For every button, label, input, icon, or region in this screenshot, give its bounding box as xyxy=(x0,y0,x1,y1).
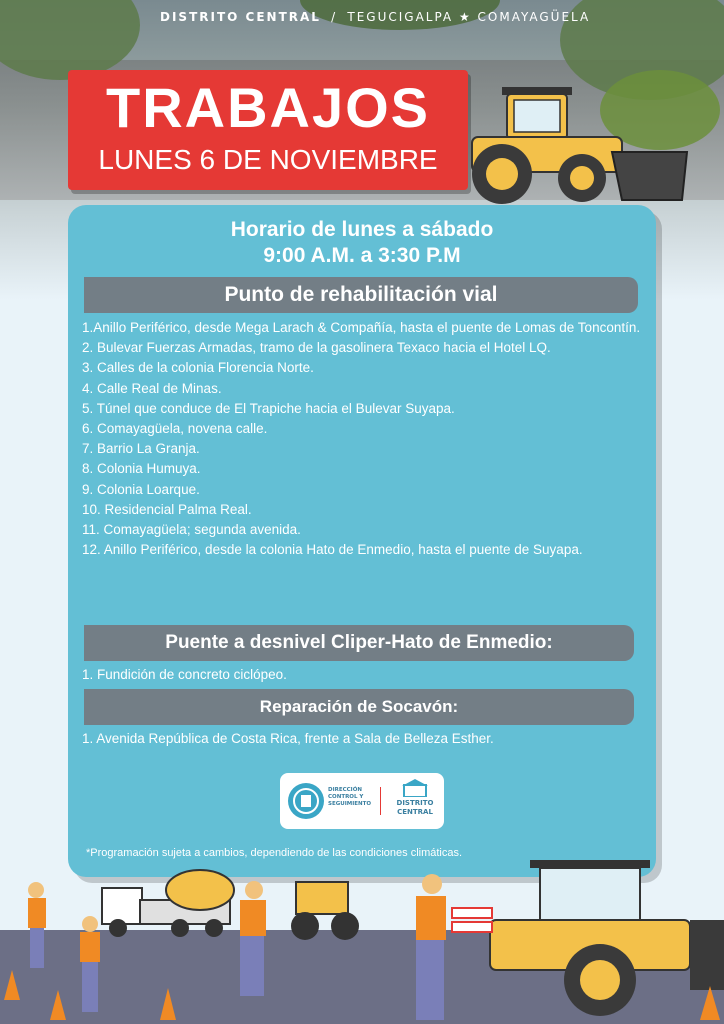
district-building-icon xyxy=(400,779,430,797)
title-date: LUNES 6 DE NOVIEMBRE xyxy=(98,144,438,175)
schedule-days: Horario de lunes a sábado xyxy=(230,218,494,241)
list-item: 3. Calles de la colonia Florencia Norte. xyxy=(82,360,314,376)
logo-divider xyxy=(380,787,381,815)
section-heading-rehabilitation: Punto de rehabilitación vial xyxy=(84,277,638,313)
title-main: TRABAJOS xyxy=(105,76,431,139)
logos-box xyxy=(280,773,444,829)
list-item: 1. Fundición de concreto ciclópeo. xyxy=(82,667,287,682)
schedule xyxy=(68,217,656,269)
info-panel xyxy=(68,205,656,877)
list-item: 11. Comayagüela; segunda avenida. xyxy=(82,522,301,538)
list-item: 1. Avenida República de Costa Rica, frente a Sala de Belleza Esther. xyxy=(82,731,494,746)
cities-label: TEGUCIGALPA ★ COMAYAGÜELA xyxy=(347,10,591,24)
schedule-hours: 9:00 A.M. a 3:30 P.M xyxy=(263,244,461,267)
list-item: 12. Anillo Periférico, desde la colonia Hato de Enmedio, hasta el puente de Suyapa. xyxy=(82,542,583,558)
disclaimer-note: *Programación sujeta a cambios, dependiendo de las condiciones climáticas. xyxy=(86,847,463,859)
road-roller-illustration xyxy=(462,82,692,207)
list-item: 9. Colonia Loarque. xyxy=(82,481,200,497)
list-item: 1.Anillo Periférico, desde Mega Larach & Compañía, hasta el puente de Lomas de Toncontín. xyxy=(82,320,641,335)
header-separator: / xyxy=(331,10,338,24)
list-item: 8. Colonia Humuya. xyxy=(82,461,201,477)
control-seal-icon xyxy=(286,781,326,821)
list-item: 4. Calle Real de Minas. xyxy=(82,380,222,396)
district-logo-text: DISTRITO CENTRAL xyxy=(396,799,434,816)
workers-and-machinery-illustration xyxy=(0,860,724,1024)
list-item: 7. Barrio La Granja. xyxy=(82,441,200,457)
title-box xyxy=(68,70,468,190)
list-item: 10. Residencial Palma Real. xyxy=(82,501,252,517)
list-item: 2. Bulevar Fuerzas Armadas, tramo de la gasolinera Texaco hacia el Hotel LQ. xyxy=(82,340,551,356)
list-item: 5. Túnel que conduce de El Trapiche hacia el Bulevar Suyapa. xyxy=(82,400,455,416)
bridge-list xyxy=(82,665,642,685)
control-logo-text: DIRECCIÓN CONTROL Y SEGUIMIENTO xyxy=(328,787,372,807)
rehabilitation-list xyxy=(82,318,642,560)
district-label: DISTRITO CENTRAL xyxy=(160,10,321,24)
section-heading-bridge: Puente a desnivel Cliper-Hato de Enmedio: xyxy=(84,625,634,661)
construction-scene xyxy=(0,860,724,1024)
list-item: 6. Comayagüela, novena calle. xyxy=(82,421,268,437)
section-heading-sinkhole: Reparación de Socavón: xyxy=(84,689,634,725)
header-band xyxy=(160,10,650,30)
sinkhole-list xyxy=(82,729,642,749)
